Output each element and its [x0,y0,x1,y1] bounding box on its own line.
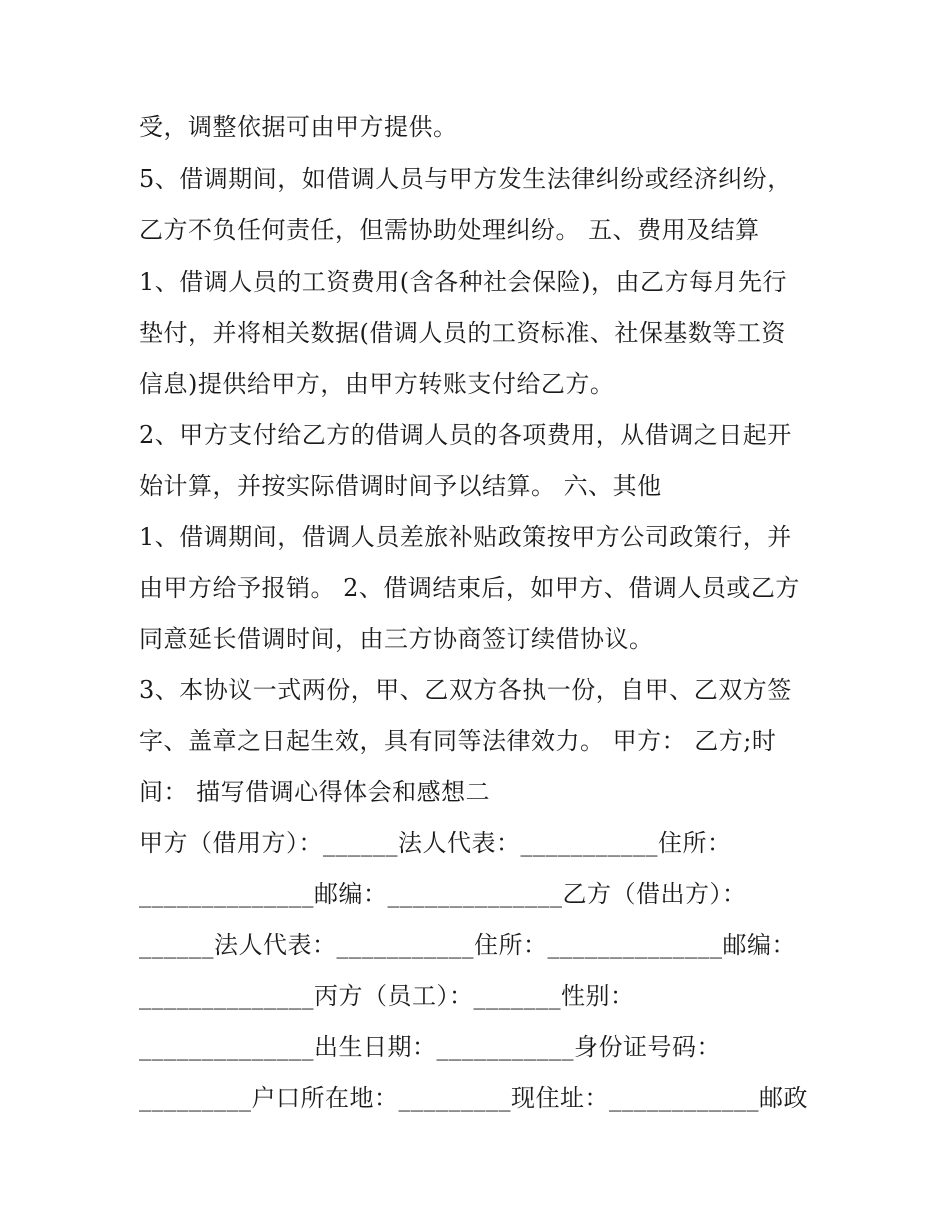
text-line: 由甲方给予报销。 2、借调结束后，如甲方、借调人员或乙方 [139,574,800,602]
text-line: 信息)提供给甲方，由甲方转账支付给乙方。 [139,370,615,398]
text-line: 甲方（借用方）：______法人代表：___________住所： [139,829,732,857]
text-line: ______________丙方（员工）：_______性别： [139,982,635,1010]
text-line: ______________邮编：______________乙方（借出方）： [139,880,747,908]
text-line: ______法人代表：___________住所：______________邮编： [139,931,796,959]
text-line: 2、甲方支付给乙方的借调人员的各项费用，从借调之日起开 [139,421,792,449]
text-line: 1、借调期间，借调人员差旅补贴政策按甲方公司政策行，并 [139,523,792,551]
text-line: 字、盖章之日起生效，具有同等法律效力。 甲方： 乙方;时 [139,727,777,755]
text-line: 始计算，并按实际借调时间予以结算。 六、其他 [139,472,662,500]
text-line: 同意延长借调时间，由三方协商签订续借协议。 [139,625,654,653]
text-line: 受，调整依据可由甲方提供。 [139,113,458,141]
text-line: ______________出生日期：___________身份证号码： [139,1033,721,1061]
text-line: 垫付，并将相关数据(借调人员的工资标准、社保基数等工资 [139,319,786,347]
text-line: 间： 描写借调心得体会和感想二 [139,778,491,806]
text-line: 1、借调人员的工资费用(含各种社会保险)，由乙方每月先行 [139,268,787,296]
text-line: 乙方不负任何责任，但需协助处理纠纷。 五、费用及结算 [139,216,760,244]
text-line: 5、借调期间，如借调人员与甲方发生法律纠纷或经济纠纷， [139,165,792,193]
text-line: _________户口所在地：_________现住址：____________邮政 [139,1084,808,1112]
text-line: 3、本协议一式两份，甲、乙双方各执一份，自甲、乙双方签 [139,676,792,704]
